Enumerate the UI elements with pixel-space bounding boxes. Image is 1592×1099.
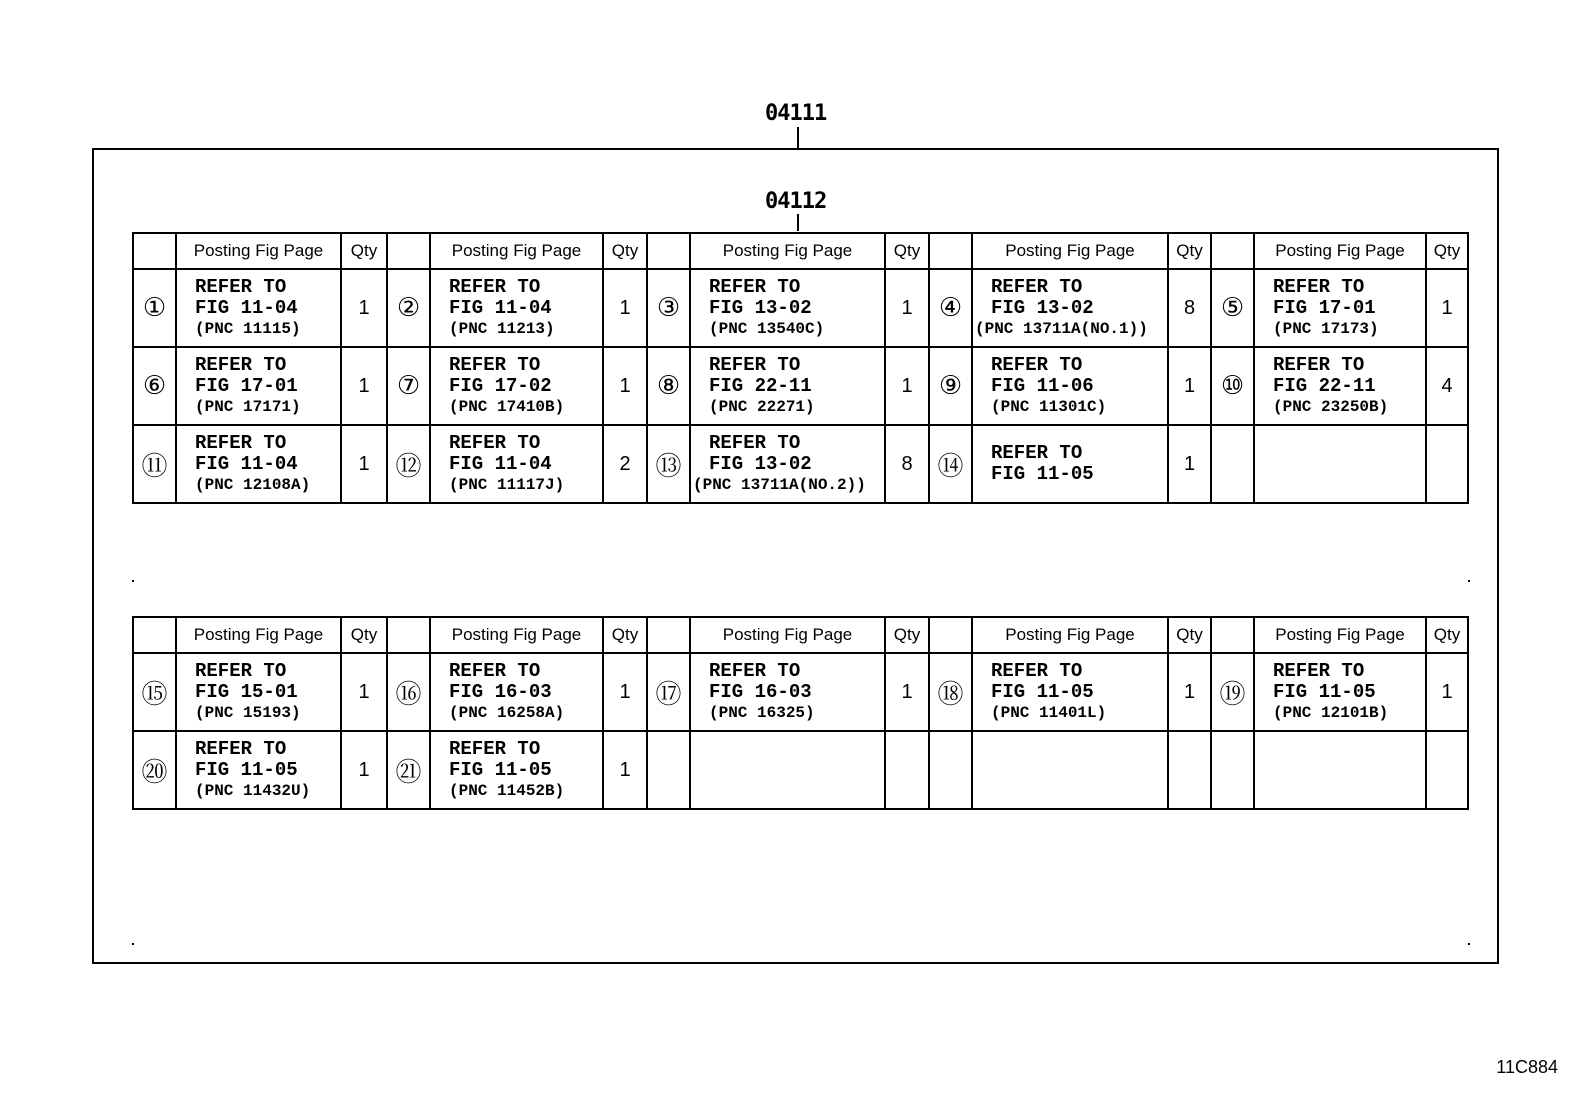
header-num-cell <box>1211 617 1254 653</box>
quantity-value: 1 <box>885 269 929 347</box>
refer-to-text: REFER TO <box>709 275 801 298</box>
fig-page-text: FIG 17-02 <box>449 374 552 397</box>
quantity-value <box>1168 731 1211 809</box>
header-row <box>133 617 1468 653</box>
header-qty: Qty <box>603 233 647 269</box>
item-number: ⑦ <box>387 347 430 425</box>
quantity-value: 1 <box>341 269 387 347</box>
item-number: ⑱ <box>929 653 972 731</box>
quantity-value: 1 <box>603 731 647 809</box>
fig-page-text: FIG 11-05 <box>991 680 1094 703</box>
posting-reference <box>430 653 603 731</box>
pnc-text: (PNC 11213) <box>449 319 555 338</box>
refer-to-text: REFER TO <box>195 275 287 298</box>
fig-page-text: FIG 22-11 <box>1273 374 1376 397</box>
inner-part-number: 04112 <box>765 189 827 214</box>
header-qty: Qty <box>885 617 929 653</box>
quantity-value <box>1426 731 1468 809</box>
header-qty: Qty <box>885 233 929 269</box>
frame-dot <box>132 943 134 945</box>
posting-reference <box>690 653 885 731</box>
refer-to-text: REFER TO <box>709 431 801 454</box>
pnc-text: (PNC 13711A(NO.1)) <box>975 319 1148 338</box>
pnc-text: (PNC 17171) <box>195 397 301 416</box>
posting-reference <box>176 269 341 347</box>
item-number: ⑨ <box>929 347 972 425</box>
item-number: ⑳ <box>133 731 176 809</box>
outer-part-number: 04111 <box>765 101 827 126</box>
item-number: ② <box>387 269 430 347</box>
item-number: ⑭ <box>929 425 972 503</box>
item-number: ⑯ <box>387 653 430 731</box>
header-posting: Posting Fig Page <box>690 233 885 269</box>
header-posting: Posting Fig Page <box>972 233 1168 269</box>
item-number: ㉑ <box>387 731 430 809</box>
header-posting: Posting Fig Page <box>176 617 341 653</box>
posting-reference <box>430 269 603 347</box>
refer-to-text: REFER TO <box>991 442 1083 464</box>
quantity-value: 1 <box>603 347 647 425</box>
posting-reference <box>176 731 341 809</box>
quantity-value: 1 <box>1168 347 1211 425</box>
item-number <box>647 731 690 809</box>
fig-page-text: FIG 17-01 <box>1273 296 1376 319</box>
posting-reference <box>972 731 1168 809</box>
refer-to-text: REFER TO <box>449 353 541 376</box>
posting-reference <box>690 731 885 809</box>
item-number: ⑬ <box>647 425 690 503</box>
header-posting: Posting Fig Page <box>430 617 603 653</box>
fig-page-text: FIG 11-04 <box>449 452 552 475</box>
refer-to-text: REFER TO <box>1273 353 1365 376</box>
header-num-cell <box>1211 233 1254 269</box>
quantity-value: 1 <box>603 269 647 347</box>
fig-page-text: FIG 16-03 <box>449 680 552 703</box>
item-number: ⑩ <box>1211 347 1254 425</box>
fig-page-text: FIG 13-02 <box>991 296 1094 319</box>
item-number: ⑧ <box>647 347 690 425</box>
pnc-text: (PNC 11452B) <box>449 781 565 800</box>
quantity-value: 1 <box>341 347 387 425</box>
posting-reference <box>1254 425 1426 503</box>
posting-reference <box>690 347 885 425</box>
item-number: ④ <box>929 269 972 347</box>
posting-reference <box>430 425 603 503</box>
header-num-cell <box>133 233 176 269</box>
item-number: ⑰ <box>647 653 690 731</box>
fig-page-text: FIG 11-05 <box>195 758 298 781</box>
quantity-value: 4 <box>1426 347 1468 425</box>
header-qty: Qty <box>341 233 387 269</box>
header-num-cell <box>387 233 430 269</box>
quantity-value: 8 <box>885 425 929 503</box>
refer-to-text: REFER TO <box>449 737 541 760</box>
pnc-text: (PNC 13711A(NO.2)) <box>693 475 866 494</box>
header-num-cell <box>387 617 430 653</box>
posting-reference <box>972 269 1168 347</box>
frame-dot <box>1468 580 1470 582</box>
refer-to-text: REFER TO <box>195 353 287 376</box>
refer-to-text: REFER TO <box>449 431 541 454</box>
posting-reference <box>690 269 885 347</box>
posting-reference <box>430 731 603 809</box>
quantity-value: 8 <box>1168 269 1211 347</box>
pnc-text: (PNC 23250B) <box>1273 397 1389 416</box>
refer-to-text: REFER TO <box>195 737 287 760</box>
item-number: ③ <box>647 269 690 347</box>
fig-page-text: FIG 11-06 <box>991 374 1094 397</box>
refer-to-text: REFER TO <box>709 353 801 376</box>
posting-reference <box>972 425 1168 503</box>
refer-to-text: REFER TO <box>449 275 541 298</box>
quantity-value: 1 <box>885 347 929 425</box>
item-number: ⑪ <box>133 425 176 503</box>
quantity-value: 1 <box>885 653 929 731</box>
fig-page-text: FIG 13-02 <box>709 452 812 475</box>
quantity-value: 1 <box>341 731 387 809</box>
header-posting: Posting Fig Page <box>972 617 1168 653</box>
quantity-value <box>1426 425 1468 503</box>
reference-table-upper <box>132 232 1469 504</box>
header-num-cell <box>647 617 690 653</box>
pnc-text: (PNC 12108A) <box>195 475 311 494</box>
quantity-value: 1 <box>603 653 647 731</box>
header-posting: Posting Fig Page <box>176 233 341 269</box>
header-qty: Qty <box>1426 617 1468 653</box>
item-number <box>1211 731 1254 809</box>
item-number <box>929 731 972 809</box>
refer-to-text: REFER TO <box>1273 275 1365 298</box>
fig-page-text: FIG 11-04 <box>195 296 298 319</box>
refer-to-text: REFER TO <box>449 659 541 682</box>
table-row <box>133 731 1468 809</box>
fig-page-text: FIG 15-01 <box>195 680 298 703</box>
header-posting: Posting Fig Page <box>1254 233 1426 269</box>
quantity-value <box>885 731 929 809</box>
inner-leader-line <box>797 214 799 231</box>
header-posting: Posting Fig Page <box>430 233 603 269</box>
item-number: ⑥ <box>133 347 176 425</box>
item-number: ⑫ <box>387 425 430 503</box>
quantity-value: 1 <box>1426 653 1468 731</box>
fig-page-text: FIG 22-11 <box>709 374 812 397</box>
posting-reference <box>972 653 1168 731</box>
header-qty: Qty <box>1168 233 1211 269</box>
posting-reference <box>176 425 341 503</box>
header-num-cell <box>647 233 690 269</box>
header-row <box>133 233 1468 269</box>
pnc-text: (PNC 11432U) <box>195 781 311 800</box>
posting-reference <box>1254 269 1426 347</box>
frame-dot <box>132 580 134 582</box>
pnc-text: (PNC 17173) <box>1273 319 1379 338</box>
header-qty: Qty <box>603 617 647 653</box>
posting-reference <box>430 347 603 425</box>
fig-page-text: FIG 13-02 <box>709 296 812 319</box>
header-posting: Posting Fig Page <box>1254 617 1426 653</box>
refer-to-text: REFER TO <box>195 659 287 682</box>
header-qty: Qty <box>1426 233 1468 269</box>
refer-to-text: REFER TO <box>709 659 801 682</box>
item-number <box>1211 425 1254 503</box>
quantity-value: 1 <box>1168 653 1211 731</box>
pnc-text: (PNC 12101B) <box>1273 703 1389 722</box>
posting-reference <box>690 425 885 503</box>
refer-to-text: REFER TO <box>1273 659 1365 682</box>
table-row <box>133 269 1468 347</box>
refer-to-text: REFER TO <box>195 431 287 454</box>
posting-reference <box>176 653 341 731</box>
quantity-value: 1 <box>1426 269 1468 347</box>
outer-leader-line <box>797 127 799 148</box>
posting-reference <box>1254 653 1426 731</box>
table-row <box>133 653 1468 731</box>
quantity-value: 2 <box>603 425 647 503</box>
refer-to-text: REFER TO <box>991 275 1083 298</box>
posting-reference <box>176 347 341 425</box>
quantity-value: 1 <box>341 425 387 503</box>
pnc-text: (PNC 11401L) <box>991 703 1107 722</box>
posting-reference <box>1254 731 1426 809</box>
header-num-cell <box>929 617 972 653</box>
header-qty: Qty <box>1168 617 1211 653</box>
header-posting: Posting Fig Page <box>690 617 885 653</box>
item-number: ⑮ <box>133 653 176 731</box>
pnc-text: (PNC 11117J) <box>449 475 565 494</box>
header-num-cell <box>133 617 176 653</box>
item-number: ⑲ <box>1211 653 1254 731</box>
fig-page-text: FIG 11-05 <box>1273 680 1376 703</box>
header-qty: Qty <box>341 617 387 653</box>
fig-page-text: FIG 11-04 <box>449 296 552 319</box>
posting-reference <box>1254 347 1426 425</box>
fig-page-text: FIG 11-04 <box>195 452 298 475</box>
item-number: ⑤ <box>1211 269 1254 347</box>
fig-page-text: FIG 11-05 <box>449 758 552 781</box>
fig-page-text: FIG 17-01 <box>195 374 298 397</box>
pnc-text: (PNC 11115) <box>195 319 301 338</box>
frame-dot <box>1468 943 1470 945</box>
header-num-cell <box>929 233 972 269</box>
table-row <box>133 425 1468 503</box>
pnc-text: (PNC 16258A) <box>449 703 565 722</box>
fig-page-text: FIG 16-03 <box>709 680 812 703</box>
pnc-text: (PNC 16325) <box>709 703 815 722</box>
refer-to-text: REFER TO <box>991 659 1083 682</box>
pnc-text: (PNC 15193) <box>195 703 301 722</box>
fig-page-text: FIG 11-05 <box>991 463 1094 485</box>
pnc-text: (PNC 22271) <box>709 397 815 416</box>
pnc-text: (PNC 13540C) <box>709 319 825 338</box>
refer-to-text: REFER TO <box>991 353 1083 376</box>
pnc-text: (PNC 11301C) <box>991 397 1107 416</box>
posting-reference <box>972 347 1168 425</box>
quantity-value: 1 <box>1168 425 1211 503</box>
table-row <box>133 347 1468 425</box>
item-number: ① <box>133 269 176 347</box>
diagram-code: 11C884 <box>1496 1057 1558 1077</box>
pnc-text: (PNC 17410B) <box>449 397 565 416</box>
reference-table-lower <box>132 616 1469 810</box>
quantity-value: 1 <box>341 653 387 731</box>
